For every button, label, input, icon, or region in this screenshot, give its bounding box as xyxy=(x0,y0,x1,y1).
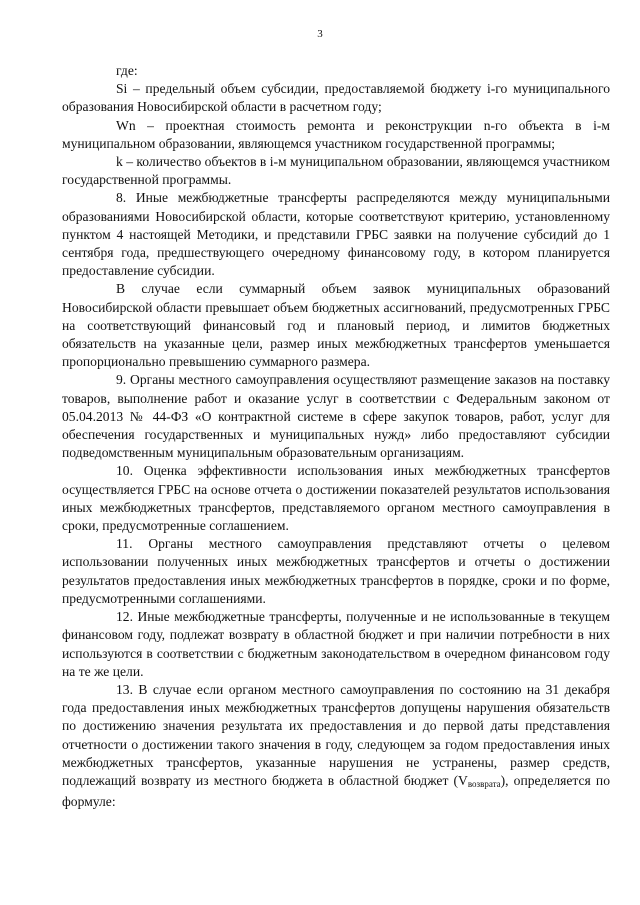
paragraph-10: 10. Оценка эффективности использования иных межбюджетных трансфертов осуществляется ГРБС на основе отчета о достижении показателей результатов использования иных межбюджетных трансфертов, представляемого органом местного самоуправления в сроки, предусмотренные соглашением. xyxy=(62,463,610,534)
paragraph-8: 8. Иные межбюджетные трансферты распределяются между муниципальными образованиями Новосибирской области, которые соответствуют критерию, установленному пунктом 4 настоящей Методики, и представили ГРБС заявки на получение субсидий до 1 сентября года, предшествующего очередному финансовому году, в котором планируется предоставление субсидии. xyxy=(62,190,610,279)
paragraph-8-cont: В случае если суммарный объем заявок муниципальных образований Новосибирской области превышает объем бюджетных ассигнований, предусмотренных ГРБС на соответствующий финансовый год и плановый период, и лимитов бюджетных обязательств на указанные цели, размер иных межбюджетных трансфертов уменьшается пропорционально превышению суммарного размера. xyxy=(62,281,610,370)
paragraph-12: 12. Иные межбюджетные трансферты, полученные и не использованные в текущем финансовом году, подлежат возврату в областной бюджет и при наличии потребности в них используются в соответствии с бюджетным законодательством в очередном финансовом году на те же цели. xyxy=(62,609,610,679)
paragraph-def-k: k – количество объектов в i-м муниципальном образовании, являющемся участником государственной программы. xyxy=(62,154,611,188)
paragraph-def-wn: Wn – проектная стоимость ремонта и реконструкции n-го объекта в i-м муниципальном образовании, являющемся участником государственной программы; xyxy=(62,117,610,151)
page-number: 3 xyxy=(317,28,323,40)
paragraph-def-si: Si – предельный объем субсидии, предоставляемой бюджету i-го муниципального образования Новосибирской области в расчетном году; xyxy=(62,81,610,115)
paragraph-13-end: ), определяется по формуле: xyxy=(62,772,610,810)
paragraph-13-text: 13. В случае если органом местного самоуправления по состоянию на 31 декабря года предоставления иных межбюджетных трансфертов допущены нарушения обязательств по достижению значения результата их предоставления и до первой даты представления отчетности о достижении такого значения в году, следующем за годом предоставления иных межбюджетных трансфертов, указанные нарушения не устранены, размер средств, подлежащий возврату из местного бюджета в областной бюджет (V xyxy=(62,681,610,788)
paragraph-where: где: xyxy=(116,63,138,78)
paragraph-9: 9. Органы местного самоуправления осуществляют размещение заказов на поставку товаров, выполнение работ и оказание услуг в соответствии с Федеральным законом от 05.04.2013 № 44-ФЗ «О контрактной системе в сфере закупок товаров, работ, услуг для обеспечения государственных и муниципальных нужд» либо предоставляют субсидии подведомственным муниципальным образовательным организациям. xyxy=(62,372,610,461)
subscript-vozvrata: возврата xyxy=(467,778,501,789)
document-body xyxy=(62,62,610,811)
paragraph-13 xyxy=(62,681,610,811)
paragraph-11: 11. Органы местного самоуправления представляют отчеты о целевом использовании полученных иных межбюджетных трансфертов и отчеты о достижении результатов предоставления иных межбюджетных трансфертов в порядке, сроки и по форме, предусмотренными соглашениями. xyxy=(62,536,610,606)
